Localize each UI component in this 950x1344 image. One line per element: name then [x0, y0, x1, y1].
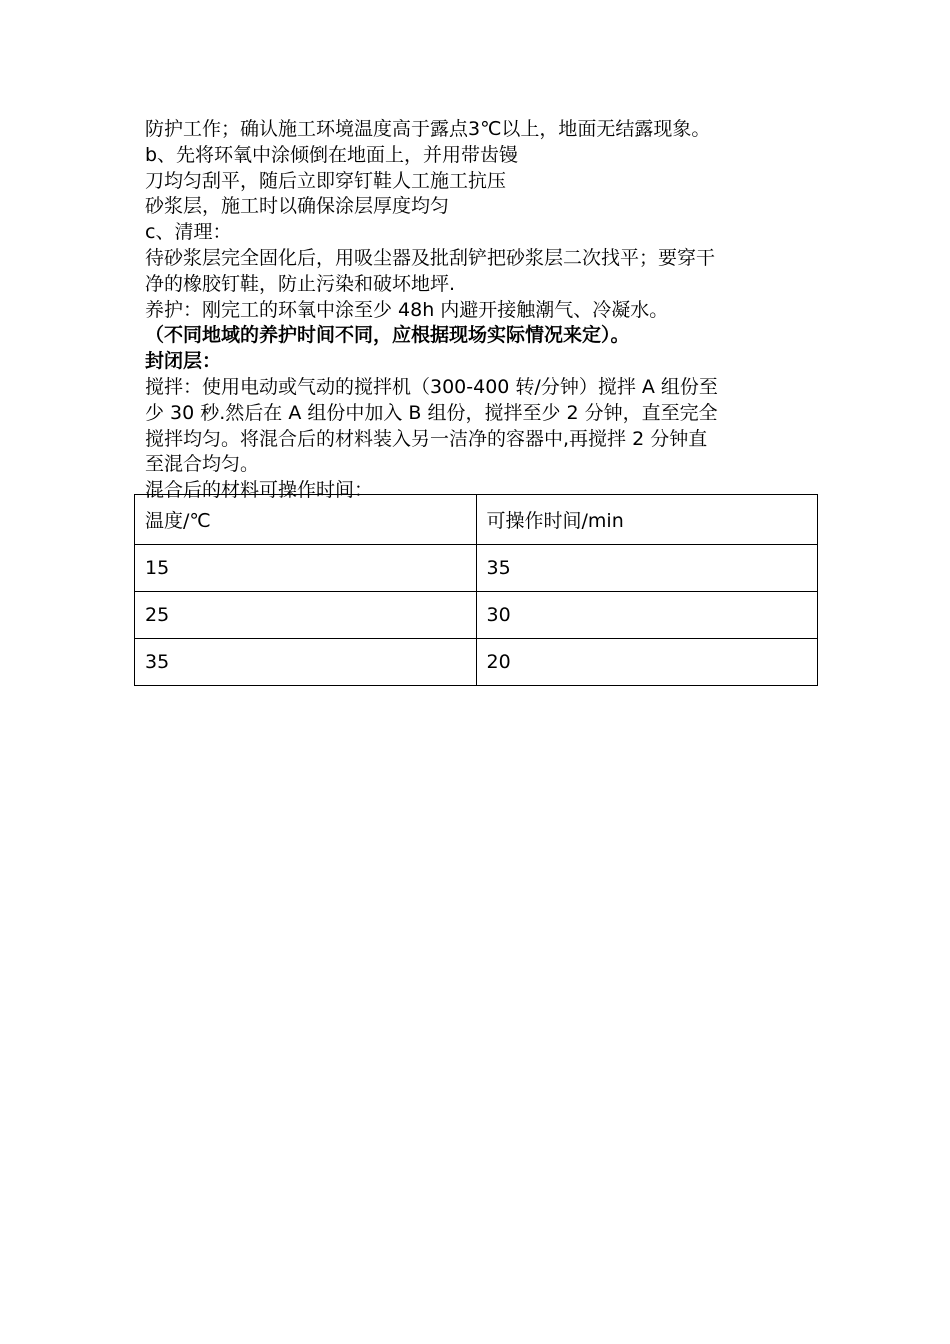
pot-life-table: [134, 494, 818, 686]
table-cell-pot-life: 30: [476, 592, 818, 639]
text-line-step-b-1: b、先将环氧中涂倾倒在地面上，并用带齿镘: [145, 143, 519, 166]
text-line-curing: 养护：刚完工的环氧中涂至少 48h 内避开接触潮气、冷凝水。: [145, 298, 669, 321]
section-heading-sealing-layer: 封闭层：: [145, 350, 222, 373]
table-cell-pot-life: 20: [476, 639, 818, 686]
text-line-cleaning-2: 净的橡胶钉鞋，防止污染和破坏地坪.: [145, 272, 456, 295]
text-line-cleaning-1: 待砂浆层完全固化后，用吸尘器及批刮铲把砂浆层二次找平；要穿干: [145, 246, 716, 269]
table-row: [135, 545, 818, 592]
text-line-mixing-4: 至混合均匀。: [145, 453, 260, 476]
table-header-row: [135, 495, 818, 545]
table-header-pot-life: 可操作时间/min: [476, 495, 818, 545]
text-line-mixing-3: 搅拌均匀。将混合后的材料装入另一洁净的容器中,再搅拌 2 分钟直: [145, 427, 708, 450]
table-cell-pot-life: 35: [476, 545, 818, 592]
document-body: [145, 117, 825, 504]
table-cell-temperature: 25: [135, 592, 477, 639]
text-line-mixing-2: 少 30 秒.然后在 A 组份中加入 B 组份，搅拌至少 2 分钟，直至完全: [145, 401, 718, 424]
text-line-curing-note: （不同地域的养护时间不同，应根据现场实际情况来定）。: [145, 324, 630, 347]
table-row: [135, 639, 818, 686]
text-line-step-b-2: 刀均匀刮平，随后立即穿钉鞋人工施工抗压: [145, 169, 507, 192]
text-line-step-b-3: 砂浆层，施工时以确保涂层厚度均匀: [145, 195, 450, 218]
table-row: [135, 592, 818, 639]
text-line-pot-life-intro: 混合后的材料可操作时间：: [145, 479, 374, 502]
table-cell-temperature: 15: [135, 545, 477, 592]
text-line-mixing-1: 搅拌：使用电动或气动的搅拌机（300-400 转/分钟）搅拌 A 组份至: [145, 375, 718, 398]
text-line-step-c-heading: c、清理：: [145, 221, 232, 244]
text-line-protection: 防护工作；确认施工环境温度高于露点3℃以上，地面无结露现象。: [145, 118, 711, 140]
table-header-temperature: 温度/℃: [135, 495, 477, 545]
table-cell-temperature: 35: [135, 639, 477, 686]
